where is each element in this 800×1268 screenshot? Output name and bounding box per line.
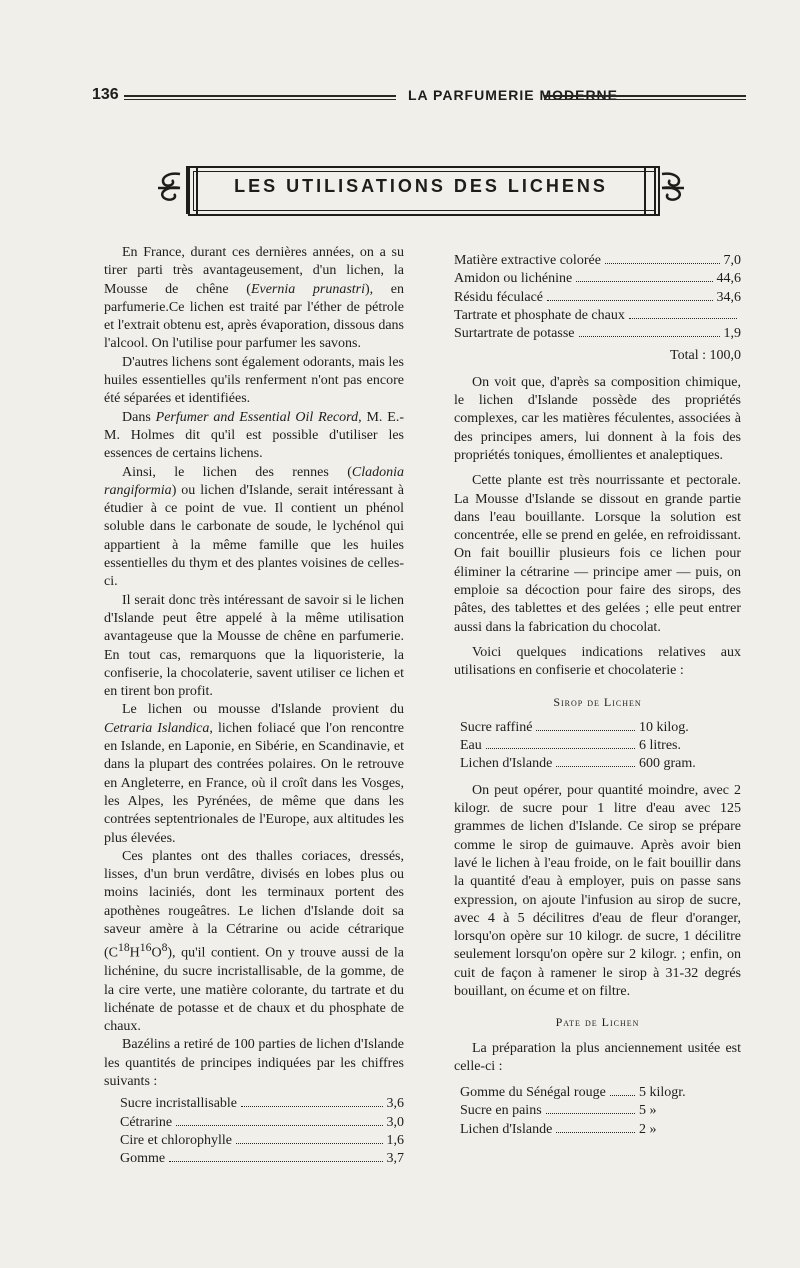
paragraph-pate-intro: La préparation la plus anciennement usitée est celle-ci : bbox=[454, 1040, 741, 1074]
recipe-row bbox=[460, 719, 731, 737]
text-run: Ces plantes ont des thalles coriaces, dressés, lisses, d'un brun verdâtre, divisés en lobes plus ou moins laciniés, dont les terminaux portent des apothènes rougeâtres. Le lichen d'Islande doit sa saveur amère à la Cétrarine ou acide cétrarique (C bbox=[104, 848, 404, 961]
leader-dots bbox=[547, 300, 712, 301]
ingredient-name: Gomme du Sénégal rouge bbox=[460, 1085, 606, 1101]
component-name: Tartrate et phosphate de chaux bbox=[454, 307, 625, 323]
paragraph-composition bbox=[104, 848, 404, 1037]
text-run: ), en parfumerie.Ce lichen est traité par l'éther de pétrole et l'extrait obtenu est, après évaporation, dissous dans l'alcool. On l'utilise pour parfumer les savons. bbox=[104, 281, 404, 352]
recipe-row bbox=[460, 737, 731, 755]
text-run: Le lichen ou mousse d'Islande provient du bbox=[122, 702, 404, 718]
paragraph-preparation: Cette plante est très nourrissante et pectorale. La Mousse d'Islande se dissout en grande partie dans l'eau bouillante. Lorsque la solution est concentrée, elle se prend en gelée, en refroidissant. On fait bouillir plusieurs fois ce lichen pour éliminer la cétrarine — principe amer — puis, on emploie sa décoction pour faire des sirops, des pâtes, des tablettes et des gelées ; elle peut entrer aussi dans la fabrication du chocolat. bbox=[454, 473, 741, 635]
component-name: Surtartrate de potasse bbox=[454, 326, 575, 342]
leader-dots bbox=[169, 1161, 382, 1162]
component-name: Résidu féculacé bbox=[454, 289, 544, 305]
component-value: 1,6 bbox=[386, 1132, 404, 1148]
paragraph-cladonia bbox=[104, 464, 404, 592]
leader-dots bbox=[176, 1125, 382, 1126]
text-run: , M. E.-M. Holmes dit qu'il est possible d'utiliser les essences de certains lichens. bbox=[104, 409, 404, 462]
title-banner bbox=[148, 162, 694, 218]
species-name: Cladonia rangiformia bbox=[104, 464, 404, 498]
composition-row bbox=[454, 289, 741, 307]
component-name: Cétrarine bbox=[120, 1114, 173, 1130]
component-value: 44,6 bbox=[716, 271, 741, 287]
leader-dots bbox=[629, 318, 737, 319]
ingredient-name: Lichen d'Islande bbox=[460, 756, 553, 772]
text-run: Ainsi, le lichen des rennes ( bbox=[122, 464, 352, 480]
ornament-right-icon bbox=[658, 170, 688, 206]
ingredient-quantity: 2 » bbox=[639, 1121, 657, 1137]
left-column bbox=[104, 244, 404, 1173]
leader-dots bbox=[546, 1113, 635, 1114]
right-column bbox=[454, 244, 741, 1147]
component-name: Cire et chlorophylle bbox=[120, 1132, 232, 1148]
text-run: ) ou lichen d'Islande, serait intéressant à étudier à ce point de vue. Il contient un phénol soluble dans le carbonate de soude, le lychénol qui appartient à la même famille que les huiles essentielles du thym et des plantes voisines de celles-ci. bbox=[104, 482, 404, 590]
text-run: Dans bbox=[122, 409, 156, 425]
recipe-row bbox=[460, 1102, 731, 1120]
composition-row bbox=[120, 1150, 404, 1168]
species-name: Cetraria Islandica bbox=[104, 720, 210, 736]
leader-dots bbox=[486, 748, 635, 749]
leader-dots bbox=[605, 263, 720, 264]
page-number: 136 bbox=[92, 86, 119, 103]
component-value: 1,9 bbox=[723, 326, 741, 342]
paragraph-mousse-de-chene bbox=[104, 244, 404, 354]
formula-element: H bbox=[129, 945, 140, 961]
leader-dots bbox=[576, 281, 712, 282]
component-value: 3,0 bbox=[386, 1114, 404, 1130]
ingredient-name: Lichen d'Islande bbox=[460, 1121, 553, 1137]
composition-row bbox=[454, 270, 741, 288]
ingredient-quantity: 10 kilog. bbox=[639, 719, 689, 735]
recipe-row bbox=[460, 1121, 731, 1139]
paragraph-bazelins: Bazélins a retiré de 100 parties de lichen d'Islande les quantités de principes indiquées par les chiffres suivants : bbox=[104, 1037, 404, 1090]
paragraph-other-lichens: D'autres lichens sont également odorants, mais les huiles essentielles qu'ils renferment n'ont pas encore été séparées et identifiées. bbox=[104, 354, 404, 407]
paragraph-cetraria bbox=[104, 701, 404, 847]
leader-dots bbox=[556, 1132, 635, 1133]
ingredient-quantity: 6 litres. bbox=[639, 738, 681, 754]
composition-row bbox=[120, 1132, 404, 1150]
component-value: 3,7 bbox=[386, 1151, 404, 1167]
header-rule-right bbox=[544, 95, 746, 100]
leader-dots bbox=[536, 730, 635, 731]
composition-row bbox=[454, 325, 741, 343]
banner-bar-right bbox=[644, 166, 656, 214]
leader-dots bbox=[236, 1143, 383, 1144]
journal-name: Perfumer and Essential Oil Record bbox=[155, 409, 359, 425]
running-header bbox=[92, 86, 746, 108]
formula-subscript: 8 bbox=[161, 941, 168, 955]
leader-dots bbox=[579, 336, 720, 337]
component-name: Sucre incristallisable bbox=[120, 1096, 238, 1112]
ingredient-quantity: 5 kilogr. bbox=[639, 1085, 686, 1101]
text-run: En France, durant ces dernières années, on a su tirer parti très avantageusement, d'un lichen, la Mousse de chêne ( bbox=[104, 245, 404, 297]
ingredient-quantity: 5 » bbox=[639, 1103, 657, 1119]
paragraph-usage: Il serait donc très intéressant de savoir si le lichen d'Islande peut être appelé à la même utilisation avantageuse que la Mousse de chêne en parfumerie. En tout cas, remarquons que la liquoristerie, la confiserie, la chocolaterie, savent utiliser ce lichen et en tirent bon profit. bbox=[104, 592, 404, 700]
leader-dots bbox=[556, 766, 635, 767]
recipe-sirop bbox=[460, 719, 731, 774]
text-run: , lichen foliacé que l'on rencontre en Islande, en Laponie, en Sibérie, en Scandinavie, et dans la plupart des contrées polaires. On le retrouve en Angleterre, en France, où il croît dans les Vosges, les Alpes, les Pyrénées, de même que dans les contrées septentrionales de l'Europe, aux altitudes les plus élevées. bbox=[104, 720, 404, 846]
paragraph-indications: Voici quelques indications relatives aux utilisations en confiserie et chocolaterie : bbox=[454, 644, 741, 679]
formula-element: O bbox=[151, 945, 162, 961]
ornament-left-icon bbox=[154, 170, 184, 206]
recipe-row bbox=[460, 755, 731, 773]
recipe-pate bbox=[460, 1084, 731, 1139]
formula-subscript: 18 bbox=[118, 941, 130, 955]
leader-dots bbox=[241, 1106, 382, 1107]
recipe-heading-sirop: Sirop de Lichen bbox=[553, 694, 642, 709]
leader-dots bbox=[610, 1095, 635, 1096]
ingredient-name: Sucre raffiné bbox=[460, 719, 533, 735]
article-title: LES UTILISATIONS DES LICHENS bbox=[234, 176, 608, 196]
journal-title: LA PARFUMERIE MODERNE bbox=[408, 87, 618, 103]
ingredient-quantity: 600 gram. bbox=[639, 756, 696, 772]
species-name: Evernia prunastri bbox=[250, 281, 365, 297]
text-run: ), qu'il contient. On y trouve aussi de la lichénine, du sucre incristallisable, de la gomme, de la cire verte, une matière colorante, du tartrate et du lichénate de potasse et de chaux et du phosphate de chaux. bbox=[104, 945, 404, 1035]
component-name: Gomme bbox=[120, 1151, 166, 1167]
recipe-heading-pate: Pate de Lichen bbox=[555, 1015, 640, 1030]
component-name: Matière extractive colorée bbox=[454, 253, 601, 268]
component-value: 34,6 bbox=[716, 289, 741, 305]
composition-row bbox=[454, 307, 741, 325]
composition-table-part1 bbox=[120, 1095, 404, 1168]
paragraph-properties: On voit que, d'après sa composition chimique, le lichen d'Islande possède des propriétés complexes, car les matières féculentes, associées à des principes amers, lui donnent à la fois des propriétés toniques, émollientes et analeptiques. bbox=[454, 374, 741, 463]
header-rule-left bbox=[124, 95, 396, 100]
paragraph-sirop-method: On peut opérer, pour quantité moindre, avec 2 kilogr. de sucre pour 1 litre d'eau avec 125 grammes de lichen d'Islande. Ce sirop se prépare comme le sirop de guimauve. Après avoir bien lavé le lichen à l'eau froide, on le fait bouillir dans la quantité d'eau à employer, puis on passe sans expression, on ajoute l'infusion au sirop de sucre, avec 4 à 5 décilitres d'eau de fleur d'oranger, lorsqu'on opère sur 10 kilogr. de sucre, 1 décilitre seulement lorsqu'on opère sur 2 kilogr. ; enfin, on cuit de façon à ramener le sirop à 31-32 degrés bouillant, on écume et on filtre. bbox=[454, 782, 741, 999]
ingredient-name: Eau bbox=[460, 738, 482, 754]
ingredient-name: Sucre en pains bbox=[460, 1103, 542, 1119]
composition-total: Total : 100,0 bbox=[670, 348, 741, 364]
composition-table-part2 bbox=[454, 252, 741, 343]
paragraph-holmes bbox=[104, 409, 404, 464]
component-name: Amidon ou lichénine bbox=[454, 271, 573, 287]
composition-row bbox=[454, 252, 741, 270]
composition-row bbox=[120, 1114, 404, 1132]
component-value: 7,0 bbox=[723, 253, 741, 268]
composition-row bbox=[120, 1095, 404, 1113]
formula-subscript: 16 bbox=[139, 941, 152, 955]
recipe-row bbox=[460, 1084, 731, 1102]
component-value: 3,6 bbox=[386, 1096, 404, 1112]
